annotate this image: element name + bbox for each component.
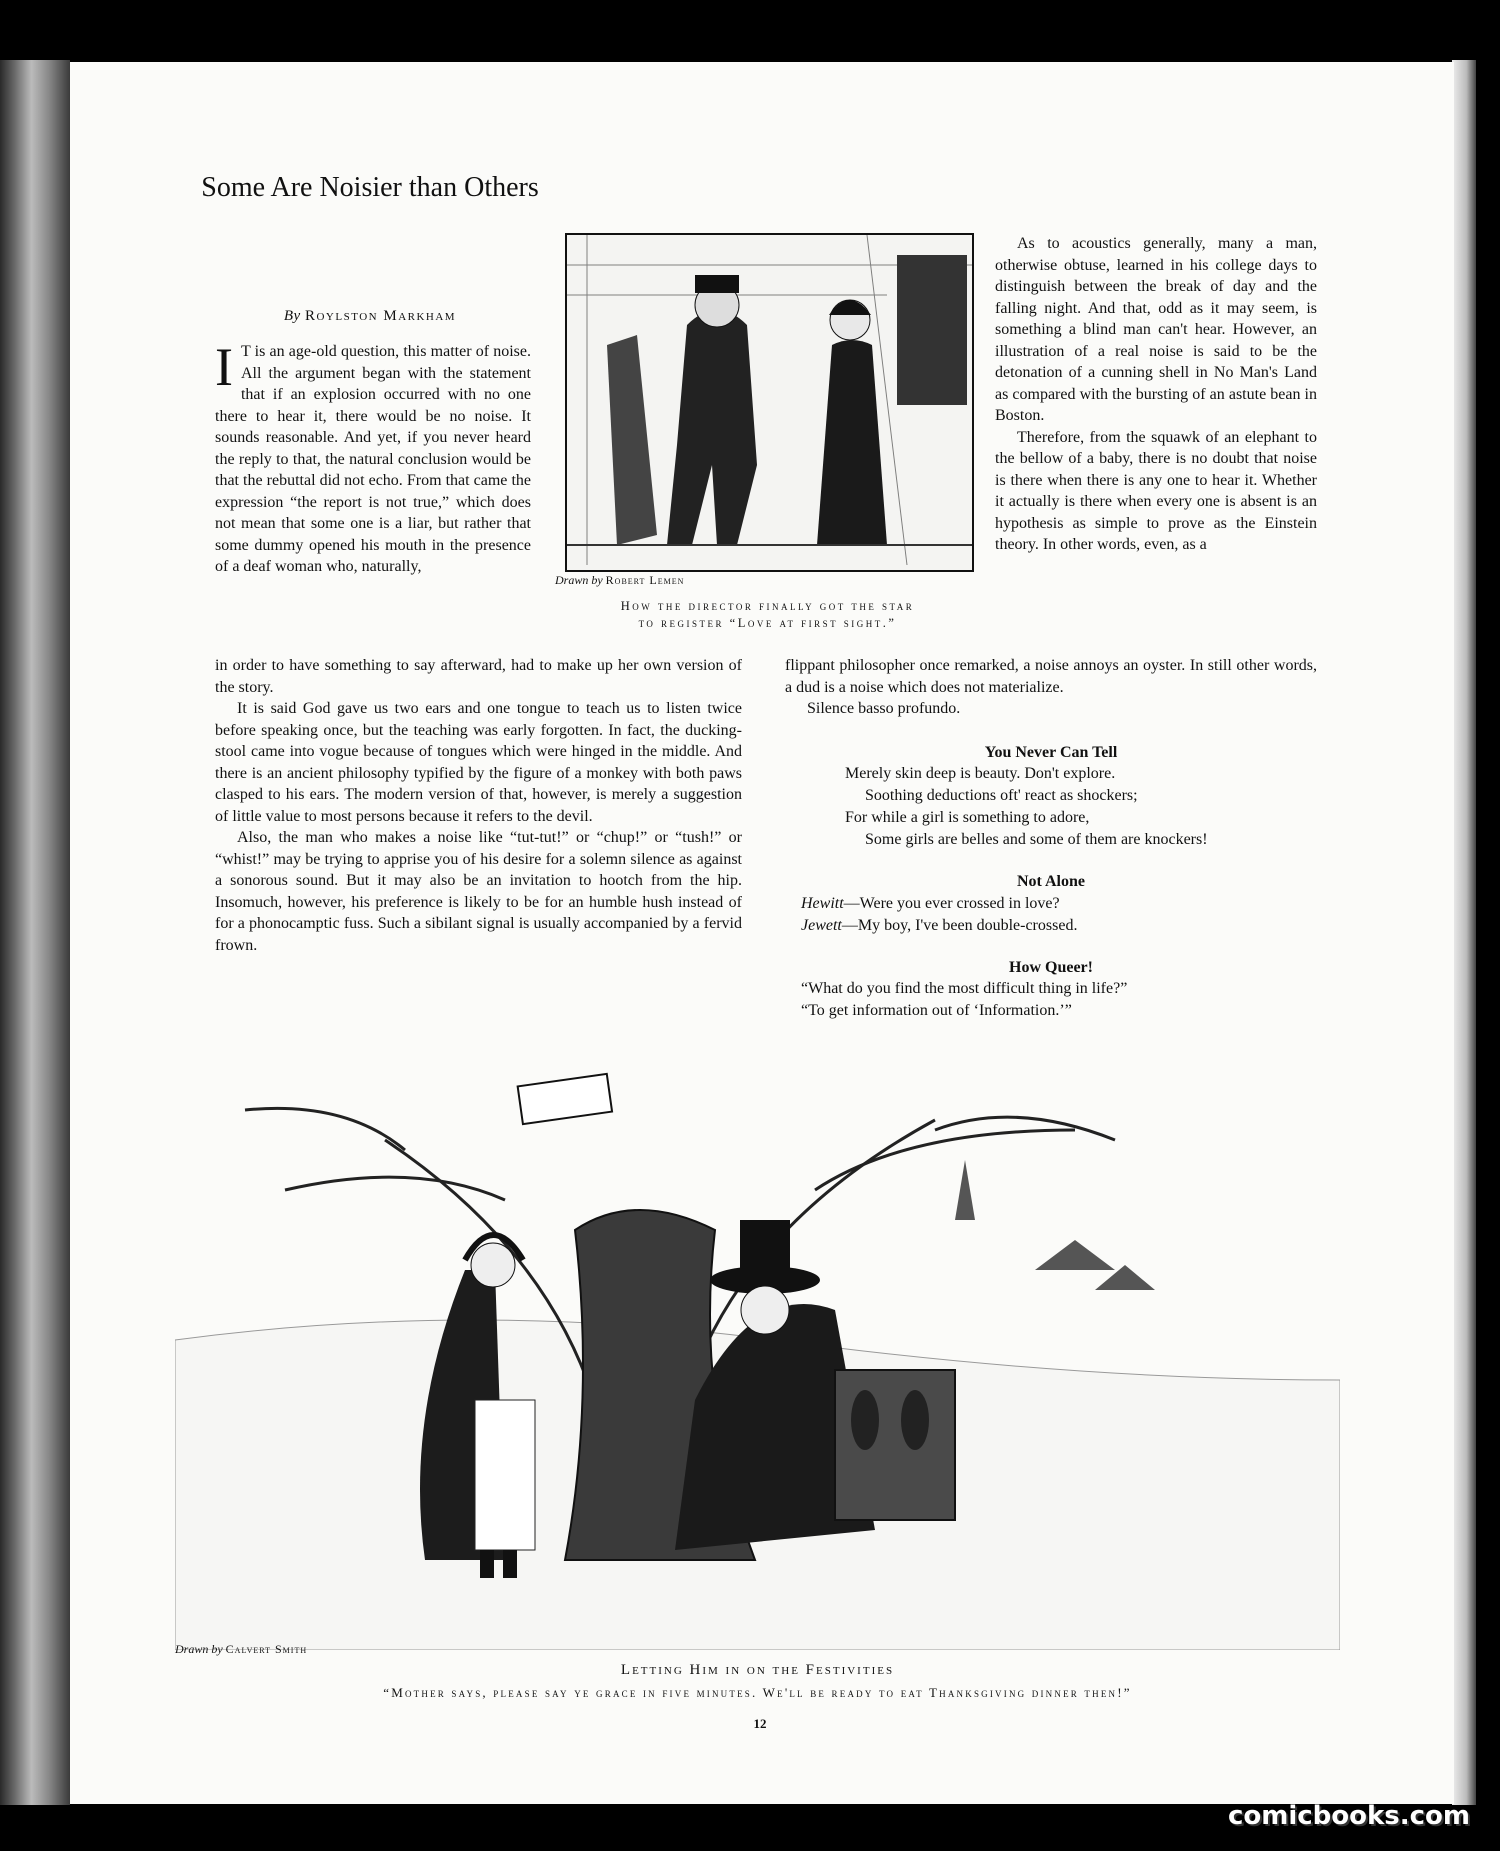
poem-line: Some girls are belles and some of them are knockers! [865, 831, 1208, 848]
paragraph-1-continued: in order to have something to say afterward, had to make up her own version of the story. [215, 657, 742, 696]
illustration-2-quote: “Mother says, please say ye grace in five minutes. We'll be ready to eat Thanksgiving dinner then!” [383, 1685, 1132, 1700]
article-title: Some Are Noisier than Others [201, 172, 539, 203]
joke-1-body [785, 893, 1317, 937]
illustration-1-credit [555, 573, 684, 588]
speaker-name: Hewitt [801, 894, 844, 912]
article-column-1-wide [215, 655, 742, 956]
poem-title: You Never Can Tell [984, 743, 1118, 761]
paragraph-3: Also, the man who makes a noise like “tut-tut!” or “chup!” or “tush!” or “whist!” may be trying to apprise you of his desire for a solemn silence as against a sonorous sound. But it may also be an invitation to hootch from the hip. Insomuch, however, his preference is likely to be for an humble hush instead of for a phonocamptic fuss. Such a sibilant signal is usually accompanied by a fervid frown. [215, 829, 742, 954]
credit-name: Calvert Smith [225, 1642, 308, 1656]
joke-1-title: Not Alone [1017, 873, 1085, 890]
paragraph-6: Silence basso profundo. [807, 700, 961, 717]
page-number: 12 [753, 1716, 767, 1731]
poem-line: For while a girl is something to adore, [845, 809, 1090, 826]
speaker-name: Jewett [801, 916, 842, 934]
credit-prefix: Drawn by [175, 1642, 223, 1656]
dialogue-line: —Were you ever crossed in love? [843, 894, 1060, 912]
thanksgiving-illustration [175, 1040, 1340, 1650]
caption-line-1: How the director finally got the star [620, 599, 915, 613]
byline-prefix: By [283, 308, 301, 324]
dialogue-line: “What do you find the most difficult thing in life?” [801, 980, 1128, 997]
illustration-2-title: Letting Him in on the Festivities [620, 1662, 895, 1678]
illustration-1-caption [565, 598, 970, 632]
dialogue-line: “To get information out of ‘Information.’” [801, 1002, 1072, 1019]
article-column-3-wide [785, 655, 1317, 1022]
director-illustration [565, 233, 974, 572]
credit-prefix: Drawn by [555, 573, 603, 587]
article-byline [185, 308, 555, 325]
joke-2-body [785, 978, 1317, 1022]
byline-author: Roylston Markham [304, 308, 457, 324]
drop-cap: I [215, 337, 233, 397]
paragraph-5: Therefore, from the squawk of an elephant to the bellow of a baby, there is no doubt that noise is there when there is any one to hear it. Whether it actually is there when every one is absent is an hypothesis as simple to prove as the Einstein theory. In other words, even, as a [995, 428, 1317, 553]
poem-body [785, 763, 1317, 851]
poem-line: Merely skin deep is beauty. Don't explore. [845, 765, 1116, 782]
dialogue-line: —My boy, I've been double-crossed. [841, 916, 1078, 934]
illustration-2-credit [175, 1642, 307, 1657]
poem-line: Soothing deductions oft' react as shockers; [865, 787, 1138, 804]
paragraph-5-continued: flippant philosopher once remarked, a noise annoys an oyster. In still other words, a dud is a noise which does not materialize. [785, 657, 1317, 696]
caption-line-2: to register “Love at first sight.” [638, 616, 897, 630]
paragraph-1: T is an age-old question, this matter of noise. All the argument began with the statement that if an explosion occurred with no one there to hear it, there would be no noise. It sounds reasonable. And yet, if you never heard the reply to that, the natural conclusion would be that the rebuttal did not echo. From that came the expression “the report is not true,” which does not mean that some one is a liar, but rather that some dummy opened his mouth in the presence of a deaf woman who, naturally, [215, 343, 531, 575]
joke-2-title: How Queer! [1009, 958, 1093, 976]
paragraph-4: As to acoustics generally, many a man, otherwise obtuse, learned in his college days to distinguish between the break of day and the falling night. And that, odd as it may seem, is something a blind man can't hear. However, an illustration of a real noise is said to be the detonation of a cunning shell in No Man's Land as compared with the bursting of an astute bean in Boston. [995, 235, 1317, 424]
book-spine [0, 60, 70, 1805]
watermark: comicbooks.com [1227, 1801, 1470, 1831]
paragraph-2: It is said God gave us two ears and one tongue to teach us to listen twice before speaking once, but the teaching was early forgotten. In fact, the ducking-stool came into vogue because of tongues which were hinged in the middle. And there is an ancient philosophy typified by the figure of a monkey with both paws clasped to his ears. The modern version of that, however, is merely a suggestion of little value to most persons because it refers to the devil. [215, 700, 742, 825]
credit-name: Robert Lemen [605, 573, 685, 587]
article-column-1 [215, 337, 531, 578]
article-column-3 [995, 233, 1317, 556]
page-edge [1452, 60, 1476, 1805]
